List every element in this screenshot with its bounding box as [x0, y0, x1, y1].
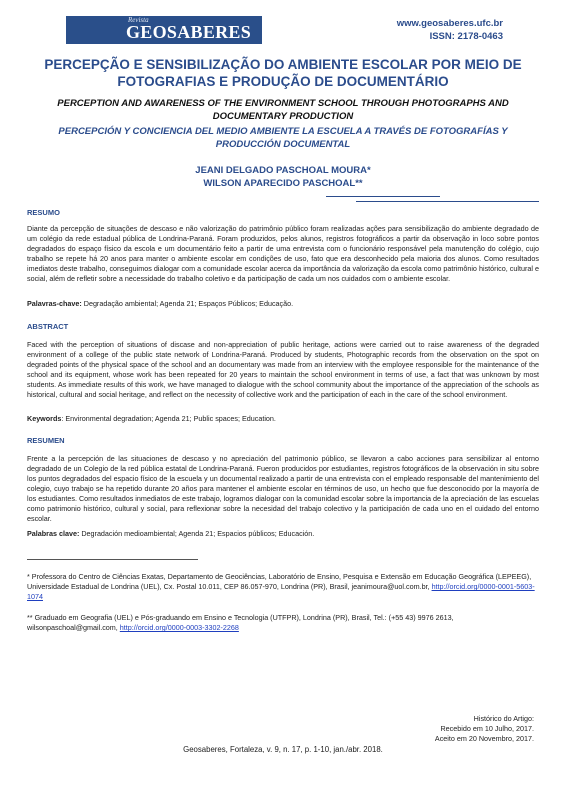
- resumen-text: Frente a la percepción de las situaciones de descaso y no apreciación del patrimonio público, se llevaron a cabo acciones para sensibilizar al entorno degradado de un Colegio de la red pública estatal de Londrina-Paraná. Fueron producidos por estudiantes, registros fotográficos de la observación in situ sobre los puntos degradados del espacio físico de la escuela y un documental realizado a partir de una entrevista con el empleado responsable del mantenimiento del colegio, cuyo trabajo se ha repetido durante 20 años para mantener el ambiente escolar en términos de uso, un hecho que fue desconocido por la mayoría de los estudiantes. Como resultados inmediatos de este trabajo, logramos dialogar con la comunidad escolar sobre la importancia de la apreciación de las escuelas como patrimonio histórico, cultural y social, para reflexionar sobre la necesidad del trabajo colectivo y la participación de cada uno en el cuidado del entorno escolar.: [27, 454, 539, 523]
- journal-logo: [66, 16, 262, 44]
- footnote-separator: [27, 559, 198, 560]
- keywords-label: Palavras-chave:: [27, 299, 82, 308]
- author-list: [0, 164, 566, 190]
- author-2: WILSON APARECIDO PASCHOAL**: [203, 178, 363, 189]
- title-spanish: PERCEPCIÓN Y CONCIENCIA DEL MEDIO AMBIENTE LA ESCUELA A TRAVÉS DE FOTOGRAFÍAS Y PRODUCCIÓN DOCUMENTAL: [58, 126, 508, 150]
- resumen-heading: RESUMEN: [27, 436, 65, 445]
- resumo-keywords: [27, 299, 293, 308]
- orcid-link-2[interactable]: http://orcid.org/0000-0003-3302-2268: [119, 623, 239, 632]
- orcid-link-1[interactable]: http://orcid.org/0000-0001-5603-1074: [27, 582, 535, 601]
- divider-line: [326, 196, 440, 197]
- history-accepted: Aceito em 20 Novembro, 2017.: [434, 734, 534, 743]
- logo-small-text: Revista: [128, 16, 149, 24]
- keywords-label: Palabras clave:: [27, 529, 80, 538]
- footnote-1-text: * Professora do Centro de Ciências Exatas, Departamento de Geociências, Laboratório de Ensino, Pesquisa e Extensão em Educação Geográfica (LEPEEG), Universidade Estadual de Londrina (UEL), Cx. Postal 10.011, CEP 86.057-970, Londrina (PR), Brasil, jeanimoura@uol.com.br,: [27, 572, 532, 591]
- keywords-label: Keywords: [27, 414, 62, 423]
- abstract-text: Faced with the perception of situations of discase and non-appreciation of public heritage, actions were carried out to raise awareness of the degraded environment of a college of the public state network of Londrina-Paraná. Produced by students, Photographic records from the observation on the spot on degraded points of the physical space of the school and an documentary was made from an interview with the employee responsible for the maintenance of the school and its equipment, whose work has been repeated for 20 years to maintain the school environment in terms of use, a fact that was unknown by most students. As immediate results of this work, we have managed to dialogue with the school community about the importance of the appreciation of the schools as historical, cultural and social heritage, and reflect on the necessity of collective work and the participation of each in the care of the school environment.: [27, 340, 539, 399]
- footnote-2-text: ** Graduado em Geografia (UEL) e Pós-graduando em Ensino e Tecnologia (UTFPR), Londrina (PR), Brasil, Tel.: (+55 43) 9976 2613, wilsonpaschoal@gmail.com,: [27, 613, 454, 632]
- history-title: Histórico do Artigo:: [473, 714, 534, 723]
- keywords-value: : Environmental degradation; Agenda 21; Public spaces; Education.: [61, 414, 276, 423]
- author-1: JEANI DELGADO PASCHOAL MOURA*: [195, 165, 371, 176]
- keywords-value: Degradação ambiental; Agenda 21; Espaços Públicos; Educação.: [83, 299, 294, 308]
- footnote-1: [27, 572, 539, 602]
- issn: ISSN: 2178-0463: [429, 31, 503, 42]
- resumen-keywords: [27, 529, 314, 538]
- journal-info: [397, 17, 503, 43]
- divider-line: [356, 201, 539, 202]
- article-history: [435, 714, 534, 744]
- resumo-text: Diante da percepção de situações de descaso e não valorização do patrimônio público foram realizadas ações para sensibilização do ambiente degradado de um colégio da rede estadual pública de Londrina-Paraná. Foram produzidos, pelos alunos, registros fotográficos a partir da observação in loco sobre pontos degradados do espaço físico da escola e um documentário feito a partir de uma entrevista com o funcionário responsável pela manutenção do colégio, cujo trabalho se repete há 20 anos para manter o ambiente escolar em condições de uso, fato que era desconhecido pela maioria dos alunos. Como resultados imediatos deste trabalho, conseguimos dialogar com a comunidade escolar acerca da importância da valorização da escola como patrimônio histórico, cultural e social, além de refletir sobre a necessidade do trabalho coletivo e da participação de cada um nos cuidados com o ambiente escolar.: [27, 224, 539, 283]
- history-received: Recebido em 10 Julho, 2017.: [440, 724, 534, 733]
- keywords-value: Degradación medioambiental; Agenda 21; Espacios públicos; Educación.: [81, 529, 315, 538]
- title-portuguese: PERCEPÇÃO E SENSIBILIZAÇÃO DO AMBIENTE ESCOLAR POR MEIO DE FOTOGRAFIAS E PRODUÇÃO DE DOCUMENTÁRIO: [44, 57, 522, 89]
- abstract-heading: ABSTRACT: [27, 322, 69, 331]
- logo-name: GEOSABERES: [126, 22, 252, 42]
- footnote-2: [27, 613, 539, 633]
- citation-footer: Geosaberes, Fortaleza, v. 9, n. 17, p. 1-10, jan./abr. 2018.: [183, 745, 383, 754]
- resumo-heading: RESUMO: [27, 208, 60, 217]
- website-link[interactable]: www.geosaberes.ufc.br: [396, 18, 503, 29]
- abstract-keywords: [27, 414, 276, 423]
- title-english: PERCEPTION AND AWARENESS OF THE ENVIRONMENT SCHOOL THROUGH PHOTOGRAPHS AND DOCUMENTARY PRODUCTION: [57, 98, 509, 122]
